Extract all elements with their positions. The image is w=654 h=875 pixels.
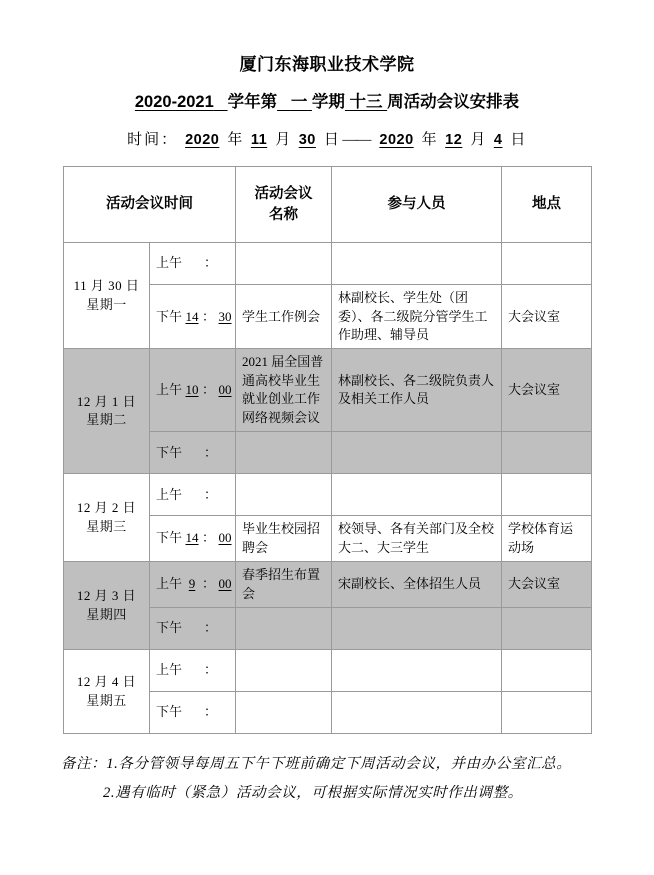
date-day: 12 月 2 日	[76, 500, 137, 516]
start-year-field: 2020	[185, 131, 220, 148]
subtitle-text-after-semester: 学期	[311, 92, 345, 111]
cell-time-pm[interactable]	[150, 608, 236, 650]
schedule-table-wrapper	[63, 166, 591, 734]
note-2: 2.遇有临时（紧急）活动会议，可根据实际情况实时作出调整。	[103, 785, 523, 802]
cell-activity-name[interactable]	[236, 650, 332, 692]
time-colon: ：	[204, 255, 218, 271]
subtitle-line	[0, 89, 654, 115]
week-field: 十三	[349, 92, 383, 111]
table-row	[64, 650, 592, 692]
cell-activity-name[interactable]: 2021 届全国普通高校毕业生就业创业工作网络视频会议	[236, 349, 332, 432]
time-colon: ：	[204, 704, 218, 720]
footer-notes	[47, 750, 607, 808]
header-activity-name	[236, 167, 332, 243]
date-weekday: 星期三	[86, 518, 127, 534]
table-row	[64, 562, 592, 608]
cell-activity-name[interactable]: 毕业生校园招聘会	[236, 516, 332, 562]
time-colon: ：	[204, 444, 218, 460]
start-year-unit: 年	[227, 131, 243, 148]
cell-date	[64, 650, 150, 734]
time-period-label: 上午	[156, 576, 183, 592]
cell-location[interactable]: 大会议室	[502, 285, 592, 349]
cell-time-pm[interactable]	[150, 432, 236, 474]
time-hour-field[interactable]: 14	[185, 530, 199, 546]
cell-time-pm[interactable]	[150, 692, 236, 734]
cell-location[interactable]	[502, 243, 592, 285]
time-colon: ：	[202, 576, 216, 592]
cell-date	[64, 474, 150, 562]
academic-year-trailing-blank	[214, 89, 228, 115]
header-location: 地点	[502, 167, 592, 243]
semester-field: 一	[290, 92, 308, 111]
date-weekday: 星期四	[86, 606, 127, 622]
cell-participants[interactable]	[332, 432, 502, 474]
date-day: 12 月 3 日	[76, 588, 137, 604]
cell-location[interactable]	[502, 608, 592, 650]
cell-time-pm[interactable]	[150, 285, 236, 349]
time-colon: ：	[202, 308, 216, 324]
end-month-field: 12	[445, 131, 463, 148]
end-year-field: 2020	[379, 131, 414, 148]
date-range-label: 时间：	[127, 131, 179, 148]
cell-location[interactable]	[502, 474, 592, 516]
cell-time-am[interactable]	[150, 650, 236, 692]
table-row	[64, 349, 592, 432]
date-weekday: 星期二	[86, 412, 127, 428]
time-period-label: 下午	[156, 620, 183, 636]
cell-activity-name[interactable]	[236, 432, 332, 474]
time-colon: ：	[202, 530, 216, 546]
start-month-field: 11	[250, 131, 268, 148]
subtitle-text-after-year: 学年第	[227, 92, 278, 111]
date-weekday: 星期一	[86, 296, 127, 312]
cell-participants[interactable]	[332, 243, 502, 285]
start-month-unit: 月	[275, 131, 291, 148]
cell-participants[interactable]	[332, 608, 502, 650]
time-hour-field[interactable]: 14	[185, 308, 199, 324]
end-year-unit: 年	[421, 131, 438, 148]
cell-location[interactable]	[502, 692, 592, 734]
cell-location[interactable]: 大会议室	[502, 562, 592, 608]
date-weekday: 星期五	[86, 692, 127, 708]
start-day-unit: 日	[323, 131, 340, 148]
cell-time-am[interactable]	[150, 349, 236, 432]
subtitle-text-after-week: 周活动会议安排表	[387, 92, 520, 111]
time-period-label: 下午	[156, 704, 183, 720]
end-day-unit: 日	[510, 131, 526, 148]
cell-participants[interactable]: 林副校长、学生处（团委）、各二级院分管学生工作助理、辅导员	[332, 285, 502, 349]
cell-location[interactable]	[502, 650, 592, 692]
cell-activity-name[interactable]	[236, 608, 332, 650]
time-period-label: 上午	[156, 255, 183, 271]
end-month-unit: 月	[470, 131, 486, 148]
date-range-line	[0, 128, 654, 152]
time-period-label: 下午	[156, 308, 183, 324]
time-minute-field[interactable]: 00	[218, 530, 232, 546]
time-minute-field[interactable]: 30	[218, 308, 232, 324]
cell-date	[64, 349, 150, 474]
cell-participants[interactable]	[332, 692, 502, 734]
header-activity-name-line1: 活动会议	[254, 186, 313, 202]
time-minute-field[interactable]: 00	[218, 382, 232, 398]
semester-leading-blank	[277, 89, 291, 115]
cell-time-am[interactable]	[150, 474, 236, 516]
page-title: 厦门东海职业技术学院	[239, 55, 415, 74]
time-colon: ：	[204, 620, 218, 636]
time-minute-field[interactable]: 00	[218, 576, 232, 592]
cell-activity-name[interactable]	[236, 243, 332, 285]
cell-activity-name[interactable]: 春季招生布置会	[236, 562, 332, 608]
cell-participants[interactable]	[332, 650, 502, 692]
cell-time-am[interactable]	[150, 562, 236, 608]
header-row	[64, 167, 592, 243]
cell-time-am[interactable]	[150, 243, 236, 285]
academic-year-field: 2020-2021	[134, 92, 214, 111]
cell-activity-name[interactable]	[236, 692, 332, 734]
date-day: 12 月 4 日	[76, 674, 137, 690]
time-period-label: 上午	[156, 382, 183, 398]
date-day: 11 月 30 日	[73, 278, 140, 294]
header-activity-time: 活动会议时间	[64, 167, 236, 243]
table-body	[64, 243, 592, 734]
cell-location[interactable]	[502, 432, 592, 474]
cell-date	[64, 243, 150, 349]
time-period-label: 上午	[156, 662, 183, 678]
table-row	[64, 243, 592, 285]
cell-participants[interactable]: 宋副校长、全体招生人员	[332, 562, 502, 608]
table-row	[64, 474, 592, 516]
end-day-field: 4	[493, 131, 503, 148]
time-colon: ：	[202, 382, 216, 398]
time-period-label: 下午	[156, 444, 183, 460]
time-colon: ：	[204, 662, 218, 678]
title-block	[0, 0, 654, 152]
start-day-field: 30	[298, 131, 316, 148]
cell-time-pm[interactable]	[150, 516, 236, 562]
cell-participants[interactable]: 林副校长、各二级院负责人及相关工作人员	[332, 349, 502, 432]
cell-location[interactable]: 大会议室	[502, 349, 592, 432]
date-range-dash: ——	[342, 131, 371, 148]
table-header	[64, 167, 592, 243]
cell-participants[interactable]: 校领导、各有关部门及全校大二、大三学生	[332, 516, 502, 562]
cell-date	[64, 562, 150, 650]
schedule-table	[63, 166, 592, 734]
cell-activity-name[interactable]: 学生工作例会	[236, 285, 332, 349]
time-hour-field[interactable]: 9	[188, 576, 196, 592]
note-1: 备注：1.各分管领导每周五下午下班前确定下周活动会议，并由办公室汇总。	[61, 756, 572, 773]
cell-location[interactable]: 学校体育运动场	[502, 516, 592, 562]
header-participants: 参与人员	[332, 167, 502, 243]
time-colon: ：	[204, 486, 218, 502]
header-activity-name-line2: 名称	[269, 206, 298, 223]
time-hour-field[interactable]: 10	[185, 382, 199, 398]
time-period-label: 上午	[156, 486, 183, 502]
cell-participants[interactable]	[332, 474, 502, 516]
time-period-label: 下午	[156, 530, 183, 546]
cell-activity-name[interactable]	[236, 474, 332, 516]
date-day: 12 月 1 日	[76, 393, 137, 409]
